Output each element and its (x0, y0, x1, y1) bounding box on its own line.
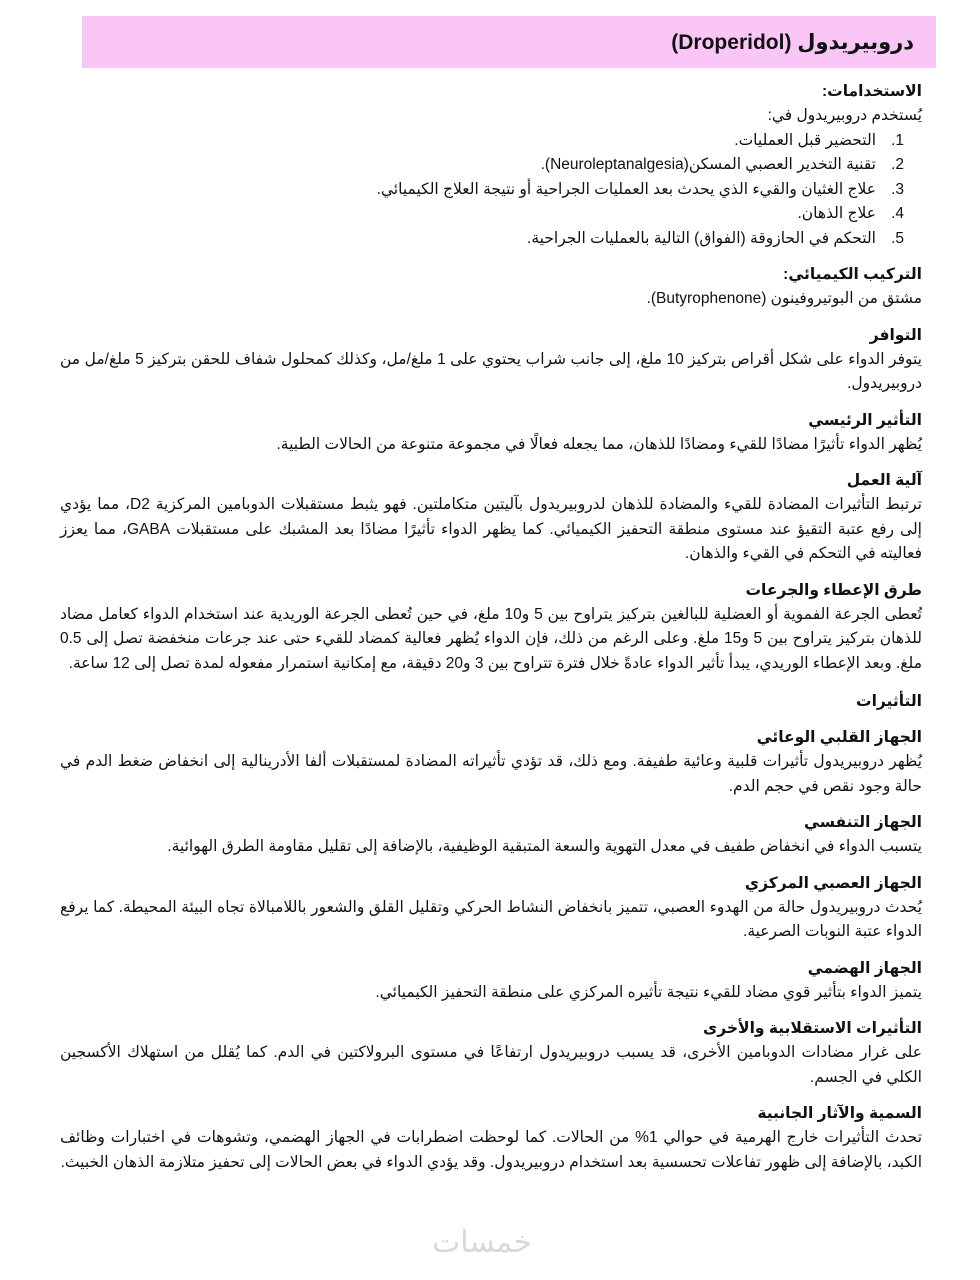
list-item: 2. تقنية التخدير العصبي المسكن(Neuroleptanalgesia). (540, 156, 904, 173)
list-item: 4. علاج الذهان. (797, 205, 904, 222)
uses-intro: يُستخدم دروبيريدول في: (767, 107, 922, 124)
routes-section (60, 579, 922, 677)
uses-section (60, 80, 922, 251)
availability-section (60, 324, 922, 397)
list-item: 5. التحكم في الحازوقة (الفواق) التالية بالعمليات الجراحية. (527, 229, 904, 247)
main-effect-text: يُظهر الدواء تأثيرًا مضادًا للقيء ومضادًا للذهان، مما يجعله فعالًا في مجموعة متنوعة من الحالات الطبية. (276, 435, 922, 453)
chemical-heading: التركيب الكيميائي: (783, 266, 922, 283)
cardio-text: يُظهر دروبيريدول تأثيرات قلبية وعائية طفيفة. ومع ذلك، قد تؤدي تأثيراته المضادة لمستقبلات ألفا الأدرينالية إلى انخفاض ضغط الدم في حالة وجود نقص في حجم الدم. (60, 753, 922, 795)
respiratory-heading: الجهاز التنفسي (804, 814, 922, 831)
digestive-heading: الجهاز الهضمي (807, 959, 922, 977)
routes-heading: طرق الإعطاء والجرعات (745, 581, 922, 599)
toxicity-section (60, 1102, 922, 1175)
digestive-section (60, 957, 922, 1006)
availability-text: يتوفر الدواء على شكل أقراص بتركيز 10 ملغ، إلى جانب شراب يحتوي على 1 ملغ/مل، وكذلك كمحلول شفاف للحقن بتركيز 5 ملغ/مل من دروبيريدول. (60, 350, 922, 392)
mechanism-section (60, 469, 922, 567)
document-page (60, 0, 922, 1175)
cns-text: يُحدث دروبيريدول حالة من الهدوء العصبي، تتميز بانخفاض النشاط الحركي وتقليل القلق والشعور باللامبالاة تجاه البيئة المحيطة. كما يرفع الدواء عتبة النوبات الصرعية. (60, 898, 922, 940)
chemical-section (60, 263, 922, 312)
cns-heading: الجهاز العصبي المركزي (744, 874, 922, 892)
main-effect-heading: التأثير الرئيسي (808, 411, 922, 429)
respiratory-text: يتسبب الدواء في انخفاض طفيف في معدل التهوية والسعة المتبقية الوظيفية، بالإضافة إلى تقليل مقاومة الطرق الهوائية. (167, 838, 922, 855)
chemical-text: مشتق من البوتيروفينون (Butyrophenone). (646, 290, 922, 307)
metabolic-heading: التأثيرات الاستقلابية والأخرى (703, 1020, 922, 1037)
cns-section (60, 872, 922, 945)
cardio-heading: الجهاز القلبي الوعائي (756, 729, 922, 746)
toxicity-text: تحدث التأثيرات خارج الهرمية في حوالي 1% من الحالات. كما لوحظت اضطرابات في الجهاز الهضمي، وتشوهات في اختبارات وظائف الكبد، بالإضافة إلى ظهور تفاعلات تحسسية بعد استخدام دروبيريدول. وقد يؤدي الدواء في بعض الحالات إلى تحفيز متلازمة الذهان الخبيث. (60, 1129, 923, 1171)
metabolic-section (60, 1017, 922, 1090)
mechanism-heading: آلية العمل (846, 472, 922, 489)
availability-heading: التوافر (869, 326, 922, 344)
metabolic-text: على غرار مضادات الدوبامين الأخرى، قد يسبب دروبيريدول ارتفاعًا في مستوى البرولاكتين في الدم. كما يُقلل من استهلاك الأكسجين الكلي في الجسم. (60, 1044, 922, 1086)
page-title: دروبيريدول (Droperidol) (671, 30, 914, 54)
main-effect-section (60, 409, 922, 458)
effects-heading: التأثيرات (856, 693, 922, 710)
cardio-section (60, 726, 922, 799)
respiratory-section (60, 811, 922, 860)
uses-heading: الاستخدامات: (821, 83, 922, 100)
mechanism-text: ترتبط التأثيرات المضادة للقيء والمضادة للذهان لدروبيريدول بآليتين متكاملتين. فهو يثبط مستقبلات الدوبامين المركزية D2، مما يؤدي إلى رفع عتبة التقيؤ عند مستوى منطقة التحفيز الكيميائي. كما يظهر الدواء تأثيرًا مضادًا بعد المشبك على مستقبلات GABA، مما يعزز فعاليته في التحكم في القيء والذهان. (60, 496, 922, 562)
toxicity-heading: السمية والآثار الجانبية (757, 1105, 922, 1122)
digestive-text: يتميز الدواء بتأثير قوي مضاد للقيء نتيجة تأثيره المركزي على منطقة التحفيز الكيميائي. (375, 983, 922, 1001)
uses-list (60, 129, 922, 252)
watermark-logo: خمسات (432, 1226, 533, 1259)
list-item: 3. علاج الغثيان والقيء الذي يحدث بعد العمليات الجراحية أو نتيجة العلاج الكيميائي. (376, 180, 904, 198)
list-item: 1. التحضير قبل العمليات. (734, 131, 904, 149)
routes-text: تُعطى الجرعة الفموية أو العضلية للبالغين بتركيز يتراوح بين 5 و10 ملغ، في حين تُعطى الجرعة الوريدية عند استخدام الدواء كعامل مضاد للذهان بتركيز يتراوح بين 5 و15 ملغ. وعلى الرغم من ذلك، فإن الدواء يُظهر فعالية كمضاد للقيء حتى عند جرعات منخفضة تصل إلى 0.5 ملغ. وبعد الإعطاء الوريدي، يبدأ تأثير الدواء عادةً خلال فترة تتراوح بين 3 و20 دقيقة، مع إمكانية استمرار مفعوله لمدة تصل إلى 12 ساعة. (60, 605, 923, 672)
title-banner (82, 16, 936, 68)
